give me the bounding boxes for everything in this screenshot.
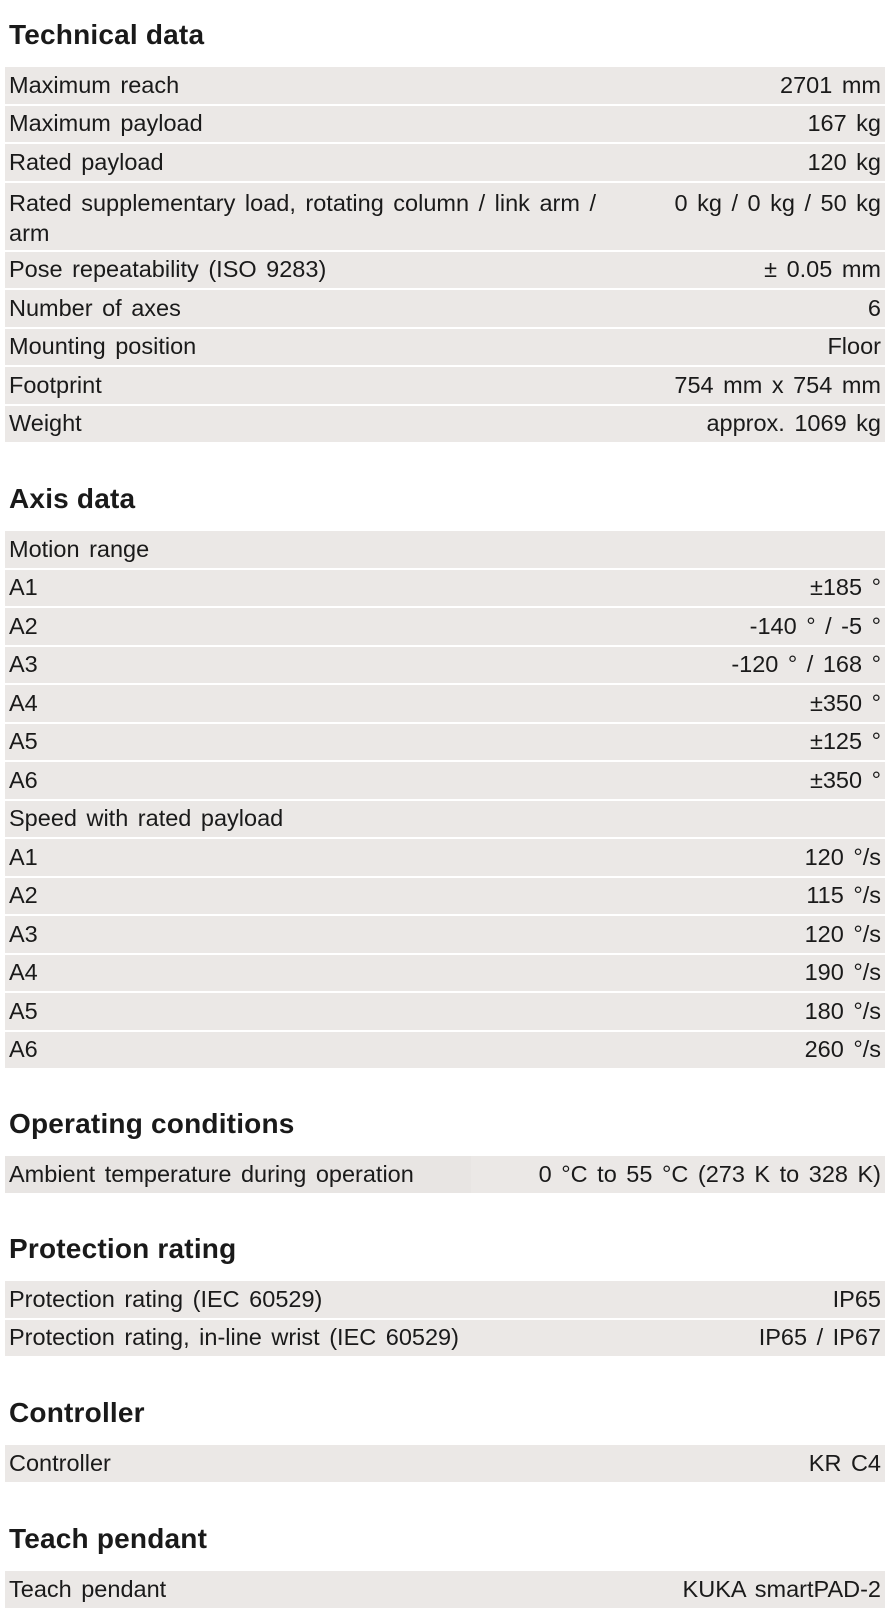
- row-value: 190 °/s: [804, 959, 881, 986]
- row-value: KUKA smartPAD-2: [682, 1575, 881, 1602]
- row-value: ±185 °: [809, 574, 881, 601]
- table-row: [5, 916, 885, 955]
- table-row: [5, 955, 885, 994]
- table-row: [5, 406, 885, 445]
- table-row: [5, 1281, 885, 1320]
- table-row: [5, 252, 885, 291]
- row-value: ±350 °: [809, 689, 881, 716]
- row-label: A5: [9, 728, 38, 755]
- table-row: [5, 290, 885, 329]
- technical-data-title: Technical data: [9, 19, 205, 50]
- row-value: 167 kg: [807, 110, 881, 137]
- row-label: Teach pendant: [9, 1575, 167, 1602]
- table-row: [5, 1320, 885, 1359]
- row-value: 260 °/s: [804, 1036, 881, 1063]
- row-label: Protection rating (IEC 60529): [9, 1285, 323, 1312]
- table-row: [5, 1571, 885, 1610]
- technical-data-table: [5, 67, 885, 444]
- row-label: A4: [9, 959, 38, 986]
- table-row: [5, 608, 885, 647]
- table-row: [5, 570, 885, 609]
- table-row: [5, 647, 885, 686]
- row-value: IP65 / IP67: [758, 1324, 881, 1351]
- table-row: [5, 762, 885, 801]
- row-value: 120 °/s: [804, 843, 881, 870]
- row-value: -140 ° / -5 °: [749, 612, 881, 639]
- table-row: [5, 144, 885, 183]
- row-label: A1: [9, 843, 38, 870]
- table-row: [5, 839, 885, 878]
- row-label: A6: [9, 1036, 38, 1063]
- table-row: [5, 183, 885, 252]
- table-row-group-header: [5, 531, 885, 570]
- operating-conditions-table: [5, 1156, 885, 1195]
- teach-pendant-table: [5, 1571, 885, 1610]
- row-value: 120 °/s: [804, 920, 881, 947]
- row-label: Number of axes: [9, 294, 181, 321]
- row-value: 0 kg / 0 kg / 50 kg: [674, 189, 881, 216]
- row-value: -120 ° / 168 °: [731, 651, 881, 678]
- row-value: Floor: [827, 333, 881, 360]
- row-label: Footprint: [9, 371, 102, 398]
- row-value: 0 °C to 55 °C (273 K to 328 K): [538, 1160, 881, 1187]
- row-value: 180 °/s: [804, 997, 881, 1024]
- row-label: Controller: [9, 1449, 111, 1476]
- row-label: Rated supplementary load, rotating column / link arm / arm: [9, 189, 596, 246]
- row-value: 754 mm x 754 mm: [674, 371, 881, 398]
- row-label: Pose repeatability (ISO 9283): [9, 256, 327, 283]
- row-label: Ambient temperature during operation: [9, 1160, 414, 1187]
- row-value: ±125 °: [809, 728, 881, 755]
- row-label: Rated payload: [9, 148, 164, 175]
- row-value: 2701 mm: [780, 71, 881, 98]
- table-row: [5, 685, 885, 724]
- row-label: Maximum reach: [9, 71, 180, 98]
- protection-rating-table: [5, 1281, 885, 1358]
- protection-rating-title: Protection rating: [9, 1233, 237, 1264]
- table-row-group-header: [5, 801, 885, 840]
- row-label: A1: [9, 574, 38, 601]
- row-label: Mounting position: [9, 333, 197, 360]
- row-label: Weight: [9, 410, 82, 437]
- table-row: [5, 106, 885, 145]
- row-value: ±350 °: [809, 766, 881, 793]
- speed-label: Speed with rated payload: [9, 805, 284, 832]
- table-row: [5, 67, 885, 106]
- axis-data-table: [5, 531, 885, 1070]
- row-label: A3: [9, 920, 38, 947]
- row-label: A3: [9, 651, 38, 678]
- row-label: A4: [9, 689, 38, 716]
- table-row: [5, 1156, 885, 1195]
- row-value: 6: [867, 294, 881, 321]
- row-label: Protection rating, in-line wrist (IEC 60529): [9, 1324, 459, 1351]
- table-row: [5, 1032, 885, 1071]
- row-value: 115 °/s: [806, 882, 881, 909]
- row-value: IP65: [832, 1285, 881, 1312]
- row-label: A6: [9, 766, 38, 793]
- table-row: [5, 329, 885, 368]
- table-row: [5, 878, 885, 917]
- operating-conditions-title: Operating conditions: [9, 1108, 295, 1139]
- row-label: A2: [9, 882, 38, 909]
- controller-title: Controller: [9, 1397, 145, 1428]
- row-label: A2: [9, 612, 38, 639]
- table-row: [5, 367, 885, 406]
- motion-range-label: Motion range: [9, 535, 150, 562]
- row-label: A5: [9, 997, 38, 1024]
- controller-table: [5, 1445, 885, 1484]
- row-value: approx. 1069 kg: [706, 410, 881, 437]
- row-value: KR C4: [808, 1449, 881, 1476]
- axis-data-title: Axis data: [9, 483, 136, 514]
- row-value: 120 kg: [807, 148, 881, 175]
- row-label: Maximum payload: [9, 110, 203, 137]
- table-row: [5, 724, 885, 763]
- row-value: ± 0.05 mm: [764, 256, 881, 283]
- table-row: [5, 1445, 885, 1484]
- teach-pendant-title: Teach pendant: [9, 1523, 208, 1554]
- table-row: [5, 993, 885, 1032]
